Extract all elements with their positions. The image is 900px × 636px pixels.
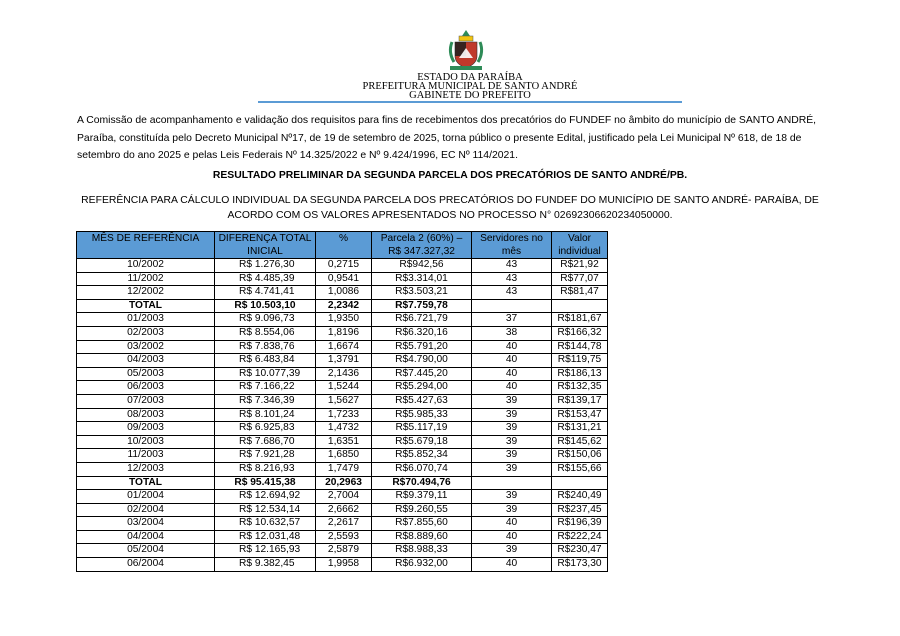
cell-percent: 1,3791 [316,354,372,368]
intro-paragraph: A Comissão de acompanhamento e validação dos requisitos para fins de recebimentos dos precatórios do FUNDEF no âmbito do município de SANTO ANDRÉ, Paraíba, constituída pelo Decreto Municipal Nº17, de 19 de setembro de 2025, torna público o presente Edital, justificado pela Lei Municipal Nº 618, de 18 de setembro do ano 2025 e pelas Leis Federais Nº 14.325/2022 e Nº 9.424/1996, EC Nº 114/2021. [77,115,817,162]
cell-valor: R$240,49 [552,490,608,504]
table-row [77,367,608,381]
cell-diferenca: R$ 10.077,39 [215,367,316,381]
table-row [77,449,608,463]
cell-parcela: R$7.445,20 [372,367,472,381]
cell-servidores: 39 [472,394,552,408]
cell-diferenca: R$ 9.096,73 [215,313,316,327]
cell-valor: R$139,17 [552,394,608,408]
cell-diferenca: R$ 7.166,22 [215,381,316,395]
cell-parcela: R$70.494,76 [372,476,472,490]
cell-diferenca: R$ 12.694,92 [215,490,316,504]
table-row [77,503,608,517]
cell-servidores: 40 [472,558,552,572]
cell-parcela: R$8.889,60 [372,530,472,544]
cell-diferenca: R$ 1.276,30 [215,259,316,273]
cell-valor: R$132,35 [552,381,608,395]
cell-percent: 1,8196 [316,326,372,340]
table-row [77,340,608,354]
cell-diferenca: R$ 9.382,45 [215,558,316,572]
cell-servidores: 40 [472,354,552,368]
cell-servidores: 37 [472,313,552,327]
cell-parcela: R$5.679,18 [372,435,472,449]
cell-mes: TOTAL [77,476,215,490]
cell-valor: R$150,06 [552,449,608,463]
cell-valor: R$81,47 [552,286,608,300]
cell-parcela: R$6.320,16 [372,326,472,340]
cell-percent: 2,5879 [316,544,372,558]
cell-diferenca: R$ 12.534,14 [215,503,316,517]
col-header-mes: MÊS DE REFERÊNCIA [77,232,215,259]
col-header-diferenca: DIFERENÇA TOTAL INICIAL [215,232,316,259]
cell-servidores: 40 [472,517,552,531]
cell-servidores [472,299,552,313]
table-row [77,326,608,340]
header-state: ESTADO DA PARAÍBA [417,72,523,83]
cell-percent: 1,9958 [316,558,372,572]
cell-diferenca: R$ 10.503,10 [215,299,316,313]
cell-valor: R$21,92 [552,259,608,273]
cell-diferenca: R$ 8.101,24 [215,408,316,422]
cell-mes: 05/2003 [77,367,215,381]
cell-servidores: 40 [472,530,552,544]
cell-diferenca: R$ 6.925,83 [215,422,316,436]
cell-mes: 04/2004 [77,530,215,544]
cell-mes: 03/2002 [77,340,215,354]
table-row [77,259,608,273]
cell-mes: 11/2003 [77,449,215,463]
cell-valor: R$153,47 [552,408,608,422]
cell-mes: TOTAL [77,299,215,313]
cell-mes: 10/2003 [77,435,215,449]
cell-diferenca: R$ 7.838,76 [215,340,316,354]
cell-diferenca: R$ 4.741,41 [215,286,316,300]
cell-percent: 2,6662 [316,503,372,517]
cell-parcela: R$5.427,63 [372,394,472,408]
cell-percent: 0,2715 [316,259,372,273]
cell-percent: 2,1436 [316,367,372,381]
cell-servidores: 39 [472,490,552,504]
cell-percent: 2,5593 [316,530,372,544]
cell-diferenca: R$ 7.686,70 [215,435,316,449]
cell-mes: 01/2004 [77,490,215,504]
cell-parcela: R$3.503,21 [372,286,472,300]
table-row [77,408,608,422]
cell-diferenca: R$ 8.216,93 [215,462,316,476]
cell-valor: R$166,32 [552,326,608,340]
cell-valor: R$230,47 [552,544,608,558]
cell-mes: 03/2004 [77,517,215,531]
cell-parcela: R$6.721,79 [372,313,472,327]
header-prefeitura: PREFEITURA MUNICIPAL DE SANTO ANDRÉ [362,81,578,92]
cell-percent: 1,6674 [316,340,372,354]
header-divider [258,101,682,103]
reference-paragraph: REFERÊNCIA PARA CÁLCULO INDIVIDUAL DA SEGUNDA PARCELA DOS PRECATÓRIOS DO FUNDEF DO MUNICÍPIO DE SANTO ANDRÉ- PARAÍBA, DE ACORDO COM OS VALORES APRESENTADOS NO PROCESSO N° 02692306620234050000. [81,195,819,221]
col-header-servidores: Servidores no mês [472,232,552,259]
cell-valor: R$186,13 [552,367,608,381]
cell-valor: R$131,21 [552,422,608,436]
cell-mes: 05/2004 [77,544,215,558]
cell-servidores: 39 [472,544,552,558]
cell-percent: 1,6850 [316,449,372,463]
table-row [77,435,608,449]
table-row [77,517,608,531]
header-gabinete: GABINETE DO PREFEITO [409,90,531,101]
cell-parcela: R$7.759,78 [372,299,472,313]
cell-parcela: R$6.070,74 [372,462,472,476]
cell-parcela: R$3.314,01 [372,272,472,286]
cell-parcela: R$5.985,33 [372,408,472,422]
cell-percent: 1,5627 [316,394,372,408]
cell-mes: 04/2003 [77,354,215,368]
cell-diferenca: R$ 10.632,57 [215,517,316,531]
cell-servidores: 39 [472,462,552,476]
cell-mes: 06/2003 [77,381,215,395]
cell-servidores: 40 [472,367,552,381]
cell-diferenca: R$ 7.346,39 [215,394,316,408]
cell-mes: 02/2003 [77,326,215,340]
cell-servidores: 40 [472,340,552,354]
table-row [77,354,608,368]
cell-servidores: 39 [472,503,552,517]
cell-servidores [472,476,552,490]
col-header-percent: % [316,232,372,259]
table-header-row [77,232,608,259]
cell-diferenca: R$ 4.485,39 [215,272,316,286]
table-total-row [77,476,608,490]
cell-percent: 1,0086 [316,286,372,300]
table-row [77,544,608,558]
cell-parcela: R$7.855,60 [372,517,472,531]
table-row [77,381,608,395]
cell-percent: 1,5244 [316,381,372,395]
cell-valor: R$196,39 [552,517,608,531]
cell-parcela: R$5.852,34 [372,449,472,463]
cell-valor: R$77,07 [552,272,608,286]
table-row [77,394,608,408]
cell-mes: 09/2003 [77,422,215,436]
cell-parcela: R$5.294,00 [372,381,472,395]
col-header-parcela: Parcela 2 (60%) – R$ 347.327,32 [372,232,472,259]
cell-valor [552,299,608,313]
cell-mes: 08/2003 [77,408,215,422]
cell-percent: 2,7004 [316,490,372,504]
cell-valor: R$144,78 [552,340,608,354]
cell-valor: R$145,62 [552,435,608,449]
table-row [77,490,608,504]
cell-servidores: 43 [472,286,552,300]
cell-mes: 01/2003 [77,313,215,327]
table-row [77,530,608,544]
cell-diferenca: R$ 6.483,84 [215,354,316,368]
cell-valor: R$173,30 [552,558,608,572]
cell-parcela: R$4.790,00 [372,354,472,368]
cell-mes: 06/2004 [77,558,215,572]
cell-mes: 10/2002 [77,259,215,273]
cell-parcela: R$9.379,11 [372,490,472,504]
cell-servidores: 40 [472,381,552,395]
cell-mes: 11/2002 [77,272,215,286]
cell-valor: R$119,75 [552,354,608,368]
cell-parcela: R$942,56 [372,259,472,273]
table-row [77,272,608,286]
cell-servidores: 39 [472,422,552,436]
cell-percent: 0,9541 [316,272,372,286]
cell-percent: 1,6351 [316,435,372,449]
municipal-crest-icon [446,28,486,72]
cell-mes: 12/2002 [77,286,215,300]
table-total-row [77,299,608,313]
cell-diferenca: R$ 7.921,28 [215,449,316,463]
table-row [77,422,608,436]
cell-percent: 1,7233 [316,408,372,422]
cell-mes: 12/2003 [77,462,215,476]
cell-mes: 02/2004 [77,503,215,517]
cell-percent: 1,9350 [316,313,372,327]
cell-diferenca: R$ 12.165,93 [215,544,316,558]
cell-valor: R$237,45 [552,503,608,517]
cell-servidores: 39 [472,449,552,463]
cell-parcela: R$5.117,19 [372,422,472,436]
cell-servidores: 38 [472,326,552,340]
cell-percent: 1,4732 [316,422,372,436]
cell-valor [552,476,608,490]
cell-percent: 2,2342 [316,299,372,313]
cell-percent: 2,2617 [316,517,372,531]
cell-parcela: R$8.988,33 [372,544,472,558]
cell-parcela: R$6.932,00 [372,558,472,572]
cell-valor: R$155,66 [552,462,608,476]
cell-parcela: R$5.791,20 [372,340,472,354]
cell-servidores: 43 [472,259,552,273]
col-header-valor: Valor individual [552,232,608,259]
cell-percent: 1,7479 [316,462,372,476]
document-title: RESULTADO PRELIMINAR DA SEGUNDA PARCELA DOS PRECATÓRIOS DE SANTO ANDRÉ/PB. [212,170,688,181]
cell-diferenca: R$ 8.554,06 [215,326,316,340]
cell-valor: R$181,67 [552,313,608,327]
table-row [77,313,608,327]
cell-servidores: 39 [472,408,552,422]
cell-diferenca: R$ 95.415,38 [215,476,316,490]
cell-valor: R$222,24 [552,530,608,544]
cell-servidores: 43 [472,272,552,286]
cell-percent: 20,2963 [316,476,372,490]
cell-mes: 07/2003 [77,394,215,408]
cell-servidores: 39 [472,435,552,449]
cell-parcela: R$9.260,55 [372,503,472,517]
precatorios-table [76,231,608,572]
table-row [77,462,608,476]
table-row [77,286,608,300]
cell-diferenca: R$ 12.031,48 [215,530,316,544]
table-row [77,558,608,572]
